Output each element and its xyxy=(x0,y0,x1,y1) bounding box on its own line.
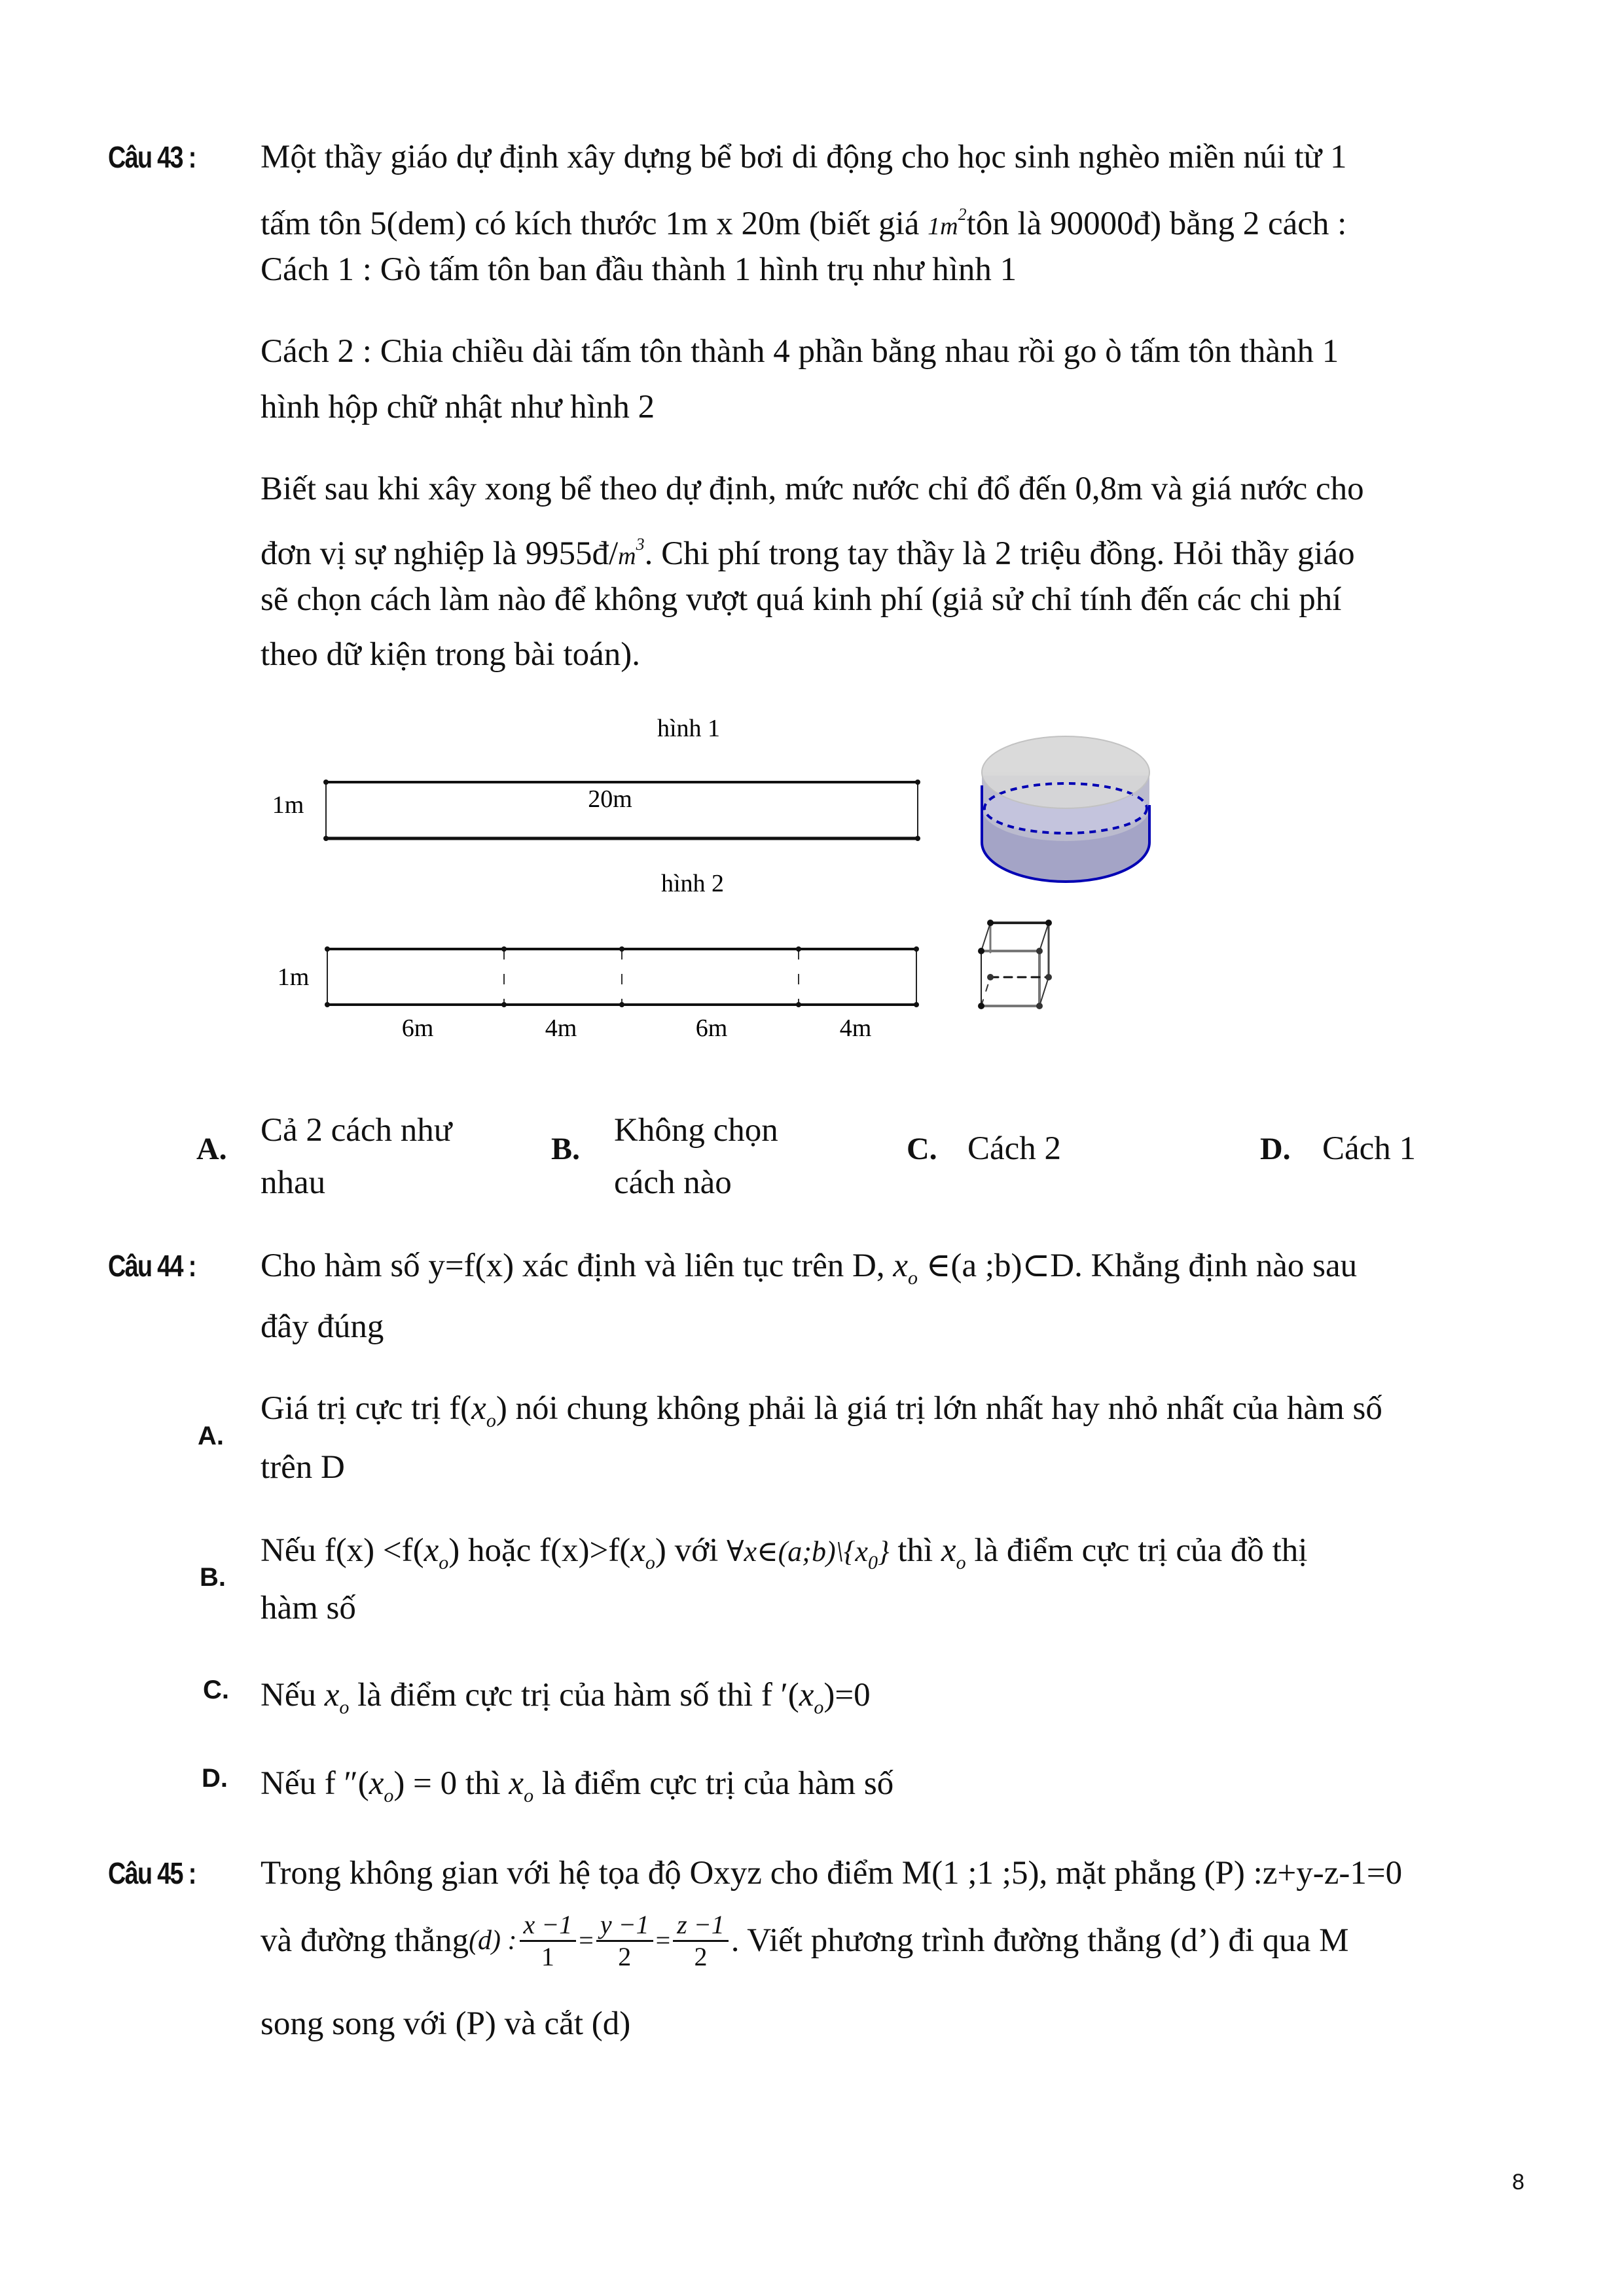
q45-line-1: Trong không gian với hệ tọa độ Oxyz cho điểm M(1 ;1 ;5), mặt phẳng (P) :z+y-z-1=0 xyxy=(261,1855,1403,1892)
cylinder-icon xyxy=(982,736,1149,882)
vertex-dot xyxy=(914,946,919,952)
q44-option-a-letter[interactable]: A. xyxy=(198,1422,224,1450)
q43-line-8b: . Chi phí trong tay thầy là 2 triệu đồng. Hỏi thầy giáo xyxy=(644,535,1355,572)
q43-line-7: Biết sau khi xây xong bể theo dự định, mức nước chỉ đổ đến 0,8m và giá nước cho xyxy=(261,471,1364,507)
q43-line-2b: tôn là 90000đ) bằng 2 cách : xyxy=(966,206,1347,242)
fig1-height-label: 1m xyxy=(272,791,304,819)
segment-label-1: 6m xyxy=(401,1014,434,1042)
question-44-label: Câu 44 : xyxy=(108,1249,196,1283)
q44-option-b-line2[interactable]: hàm số xyxy=(261,1590,356,1626)
vertex-dot xyxy=(325,946,330,952)
q45-line-2 xyxy=(261,1901,1349,1980)
q43-method-2: Cách 2 : Chia chiều dài tấm tôn thành 4 phần bằng nhau rồi go ò tấm tôn thành 1 xyxy=(261,333,1339,370)
q43-line-9: sẽ chọn cách làm nào để không vượt quá kinh phí (giả sử chỉ tính đến các chi phí xyxy=(261,581,1342,618)
page-number: 8 xyxy=(1512,2170,1525,2195)
q43-option-c-text[interactable]: Cách 2 xyxy=(967,1130,1062,1167)
box-icon xyxy=(978,920,1052,1009)
q43-option-a-letter[interactable]: A. xyxy=(196,1132,227,1166)
question-43-label: Câu 43 : xyxy=(108,140,196,174)
fraction-z: $\frac{z -1}{2}$ xyxy=(673,1910,729,1972)
equals-sign: = xyxy=(579,1926,594,1955)
vertex-dot xyxy=(914,1002,919,1007)
q43-option-b-letter[interactable]: B. xyxy=(551,1132,581,1166)
q43-line-8a: đơn vị sự nghiệp là 9955đ/ xyxy=(261,535,619,572)
q43-line-2a: tấm tôn 5(dem) có kích thước 1m x 20m (biết giá xyxy=(261,206,928,242)
fraction-x: $\frac{x -1}{1}$ xyxy=(520,1910,577,1972)
q43-option-c-letter[interactable]: C. xyxy=(907,1132,937,1166)
q44-stem-line1 xyxy=(261,1238,1357,1306)
vertex-dot xyxy=(619,1002,624,1007)
fig2-height-label: 1m xyxy=(277,963,310,991)
vertex-dot xyxy=(619,946,624,952)
segment-label-4: 4m xyxy=(839,1014,872,1042)
fig1-title: hình 1 xyxy=(657,715,721,742)
q44-stem-line2: đây đúng xyxy=(261,1308,384,1345)
q44-option-d-letter[interactable]: D. xyxy=(202,1764,228,1793)
subscript-o: o xyxy=(908,1267,918,1289)
q44-option-c-letter[interactable]: C. xyxy=(203,1676,229,1704)
q43-option-a-line2[interactable]: nhau xyxy=(261,1164,326,1201)
q44-stem-b: ∈(a ;b)⊂D. Khẳng định nào sau xyxy=(918,1247,1358,1284)
q43-option-b-line2[interactable]: cách nào xyxy=(614,1164,732,1201)
question-45-label: Câu 45 : xyxy=(108,1856,196,1890)
q44-option-a-line1[interactable]: Giá trị cực trị $f(x_o)$ nói chung không phải là giá trị lớn nhất hay nhỏ nhất của hàm số xyxy=(261,1390,1382,1431)
fig2-title: hình 2 xyxy=(660,870,725,897)
unit-m2: $1m^2$ xyxy=(928,205,967,240)
fraction-y: $\frac{y -1}{2}$ xyxy=(596,1910,653,1972)
forall-set-expression: $\forall x\in(a;b)\backslash\{x_0\}$ xyxy=(727,1535,890,1573)
unit-m3: $m^3$ xyxy=(618,535,645,570)
segment-label-3: 6m xyxy=(695,1014,728,1042)
q45-line-2a: và đường thẳng xyxy=(261,1922,469,1959)
vertex-dot xyxy=(501,946,507,952)
q43-option-b-line1[interactable]: Không chọn xyxy=(614,1112,778,1149)
q45-line-3: song song với (P) và cắt (d) xyxy=(261,2005,631,2042)
q44-option-c-text[interactable]: Nếu $x_o$ là điểm cực trị của hàm số thì f $'(x_o)=0$ xyxy=(261,1677,871,1718)
fig1-length-label: 20m xyxy=(588,785,632,813)
var-x: x xyxy=(893,1247,909,1284)
equals-sign: = xyxy=(655,1926,671,1955)
q45-line-2b: . Viết phương trình đường thẳng (d’) đi qua M xyxy=(731,1922,1349,1959)
vertex-dot xyxy=(325,1002,330,1007)
vertex-dot xyxy=(796,1002,801,1007)
line-d-label: (d) : xyxy=(469,1926,517,1956)
q44-option-b-letter[interactable]: B. xyxy=(200,1563,226,1592)
fold-lines xyxy=(325,946,919,1007)
q44-option-b-line1[interactable]: Nếu $f(x) <f(x_o)$ hoặc $f(x)>f(x_o)$ với $\forall x\in(a;b)\backslash\{x_0\}$ thì $x_o$ là điểm cực trị của đồ thị xyxy=(261,1532,1308,1573)
q44-option-d-text[interactable]: Nếu f $''(x_o) = 0$ thì $x_o$ là điểm cực trị của hàm số xyxy=(261,1765,894,1806)
q43-method-1: Cách 1 : Gò tấm tôn ban đầu thành 1 hình trụ như hình 1 xyxy=(261,251,1017,288)
q43-method-2-cont: hình hộp chữ nhật như hình 2 xyxy=(261,389,655,425)
segment-label-2: 4m xyxy=(545,1014,577,1042)
q43-option-d-letter[interactable]: D. xyxy=(1260,1132,1291,1166)
vertex-dot xyxy=(501,1002,507,1007)
q44-option-a-line2[interactable]: trên D xyxy=(261,1449,345,1486)
q43-option-a-line1[interactable]: Cả 2 cách như xyxy=(261,1112,452,1149)
q43-line-10: theo dữ kiện trong bài toán). xyxy=(261,636,641,673)
vertex-dot xyxy=(796,946,801,952)
q43-line-1: Một thầy giáo dự định xây dựng bể bơi di động cho học sinh nghèo miền núi từ 1 xyxy=(261,139,1347,175)
q44-stem-a: Cho hàm số y=f(x) xác định và liên tục trên D, xyxy=(261,1247,893,1284)
q43-option-d-text[interactable]: Cách 1 xyxy=(1322,1130,1416,1167)
q43-figure xyxy=(249,707,1270,1073)
